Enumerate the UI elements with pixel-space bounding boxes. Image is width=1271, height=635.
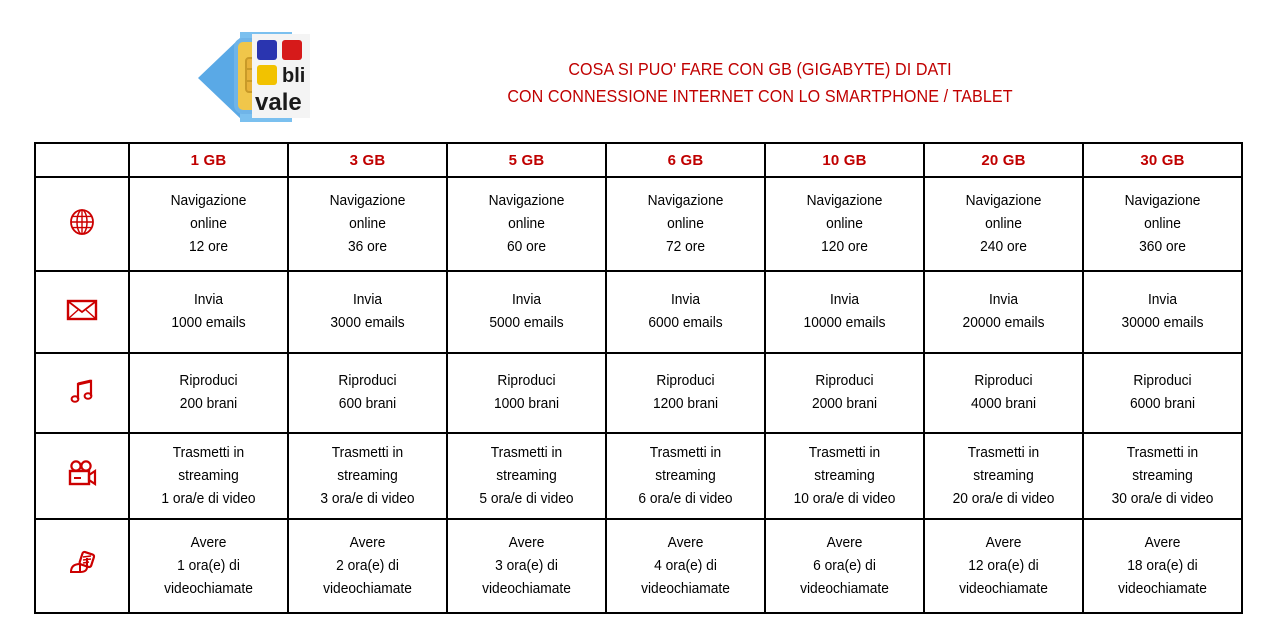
movie-camera-icon xyxy=(67,460,97,488)
column-header-30gb: 30 GB xyxy=(1083,143,1242,177)
cell-videochiamate-30gb: Avere 18 ora(e) di videochiamate xyxy=(1083,519,1242,613)
gb-comparison-table xyxy=(34,142,1243,614)
column-header-6gb: 6 GB xyxy=(606,143,765,177)
cell-videochiamate-1gb: Avere 1 ora(e) di videochiamate xyxy=(129,519,288,613)
table-corner-cell xyxy=(35,143,129,177)
cell-invia-20gb: Invia 20000 emails xyxy=(924,271,1083,353)
page-title-line-2: CON CONNESSIONE INTERNET CON LO SMARTPHONE / TABLET xyxy=(507,86,1013,106)
cell-riproduci-10gb: Riproduci 2000 brani xyxy=(765,353,924,433)
row-icon-cell-navigazione xyxy=(35,177,129,271)
cell-navigazione-3gb: Navigazione online 36 ore xyxy=(288,177,447,271)
cell-streaming-3gb: Trasmetti in streaming 3 ora/e di video xyxy=(288,433,447,519)
page-title-line-1: COSA SI PUO' FARE CON GB (GIGABYTE) DI DATI xyxy=(568,59,952,79)
column-header-10gb: 10 GB xyxy=(765,143,924,177)
table-body xyxy=(35,177,1242,613)
cell-invia-1gb: Invia 1000 emails xyxy=(129,271,288,353)
cell-invia-6gb: Invia 6000 emails xyxy=(606,271,765,353)
cell-navigazione-1gb: Navigazione online 12 ore xyxy=(129,177,288,271)
cell-videochiamate-10gb: Avere 6 ora(e) di videochiamate xyxy=(765,519,924,613)
cell-invia-3gb: Invia 3000 emails xyxy=(288,271,447,353)
page-title xyxy=(380,56,1140,110)
cell-videochiamate-5gb: Avere 3 ora(e) di videochiamate xyxy=(447,519,606,613)
cell-invia-5gb: Invia 5000 emails xyxy=(447,271,606,353)
cell-streaming-1gb: Trasmetti in streaming 1 ora/e di video xyxy=(129,433,288,519)
cell-navigazione-30gb: Navigazione online 360 ore xyxy=(1083,177,1242,271)
gb-comparison-table-wrapper xyxy=(34,142,1242,614)
cell-riproduci-6gb: Riproduci 1200 brani xyxy=(606,353,765,433)
cell-videochiamate-3gb: Avere 2 ora(e) di videochiamate xyxy=(288,519,447,613)
music-note-icon xyxy=(68,377,96,405)
blivale-logo xyxy=(196,22,314,132)
table-header xyxy=(35,143,1242,177)
video-call-hand-icon xyxy=(67,550,97,578)
table-row xyxy=(35,433,1242,519)
cell-invia-30gb: Invia 30000 emails xyxy=(1083,271,1242,353)
column-header-20gb: 20 GB xyxy=(924,143,1083,177)
cell-navigazione-5gb: Navigazione online 60 ore xyxy=(447,177,606,271)
table-row xyxy=(35,519,1242,613)
cell-videochiamate-20gb: Avere 12 ora(e) di videochiamate xyxy=(924,519,1083,613)
cell-navigazione-20gb: Navigazione online 240 ore xyxy=(924,177,1083,271)
cell-invia-10gb: Invia 10000 emails xyxy=(765,271,924,353)
column-header-1gb: 1 GB xyxy=(129,143,288,177)
cell-riproduci-3gb: Riproduci 600 brani xyxy=(288,353,447,433)
page-header xyxy=(0,0,1271,140)
cell-riproduci-30gb: Riproduci 6000 brani xyxy=(1083,353,1242,433)
globe-icon xyxy=(68,208,96,236)
row-icon-cell-videochiamate xyxy=(35,519,129,613)
cell-navigazione-6gb: Navigazione online 72 ore xyxy=(606,177,765,271)
svg-text:vale: vale xyxy=(255,89,302,116)
cell-riproduci-5gb: Riproduci 1000 brani xyxy=(447,353,606,433)
cell-videochiamate-6gb: Avere 4 ora(e) di videochiamate xyxy=(606,519,765,613)
column-header-3gb: 3 GB xyxy=(288,143,447,177)
svg-text:bli: bli xyxy=(282,65,306,87)
cell-streaming-5gb: Trasmetti in streaming 5 ora/e di video xyxy=(447,433,606,519)
row-icon-cell-streaming xyxy=(35,433,129,519)
cell-riproduci-20gb: Riproduci 4000 brani xyxy=(924,353,1083,433)
table-row xyxy=(35,271,1242,353)
header-row xyxy=(35,143,1242,177)
table-row xyxy=(35,177,1242,271)
row-icon-cell-invia xyxy=(35,271,129,353)
table-row xyxy=(35,353,1242,433)
cell-streaming-6gb: Trasmetti in streaming 6 ora/e di video xyxy=(606,433,765,519)
cell-streaming-20gb: Trasmetti in streaming 20 ora/e di video xyxy=(924,433,1083,519)
envelope-icon xyxy=(66,298,98,322)
row-icon-cell-riproduci xyxy=(35,353,129,433)
cell-streaming-10gb: Trasmetti in streaming 10 ora/e di video xyxy=(765,433,924,519)
cell-navigazione-10gb: Navigazione online 120 ore xyxy=(765,177,924,271)
column-header-5gb: 5 GB xyxy=(447,143,606,177)
cell-streaming-30gb: Trasmetti in streaming 30 ora/e di video xyxy=(1083,433,1242,519)
cell-riproduci-1gb: Riproduci 200 brani xyxy=(129,353,288,433)
